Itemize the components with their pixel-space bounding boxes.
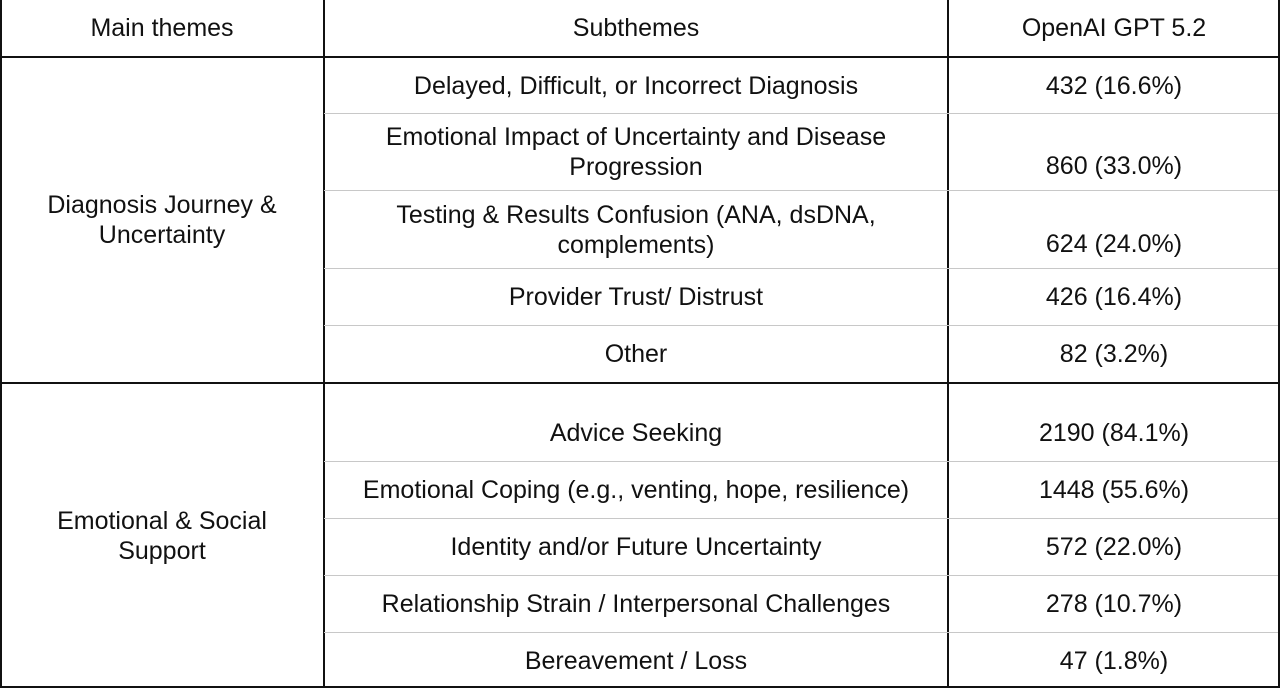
row-line-1	[324, 113, 1278, 114]
subtheme-advice-seeking: Advice Seeking	[549, 419, 723, 447]
value-advice-seeking: 2190 (84.1%)	[1038, 419, 1190, 447]
subtheme-provider-trust: Provider Trust/ Distrust	[508, 283, 764, 311]
group-separator-line	[0, 382, 1280, 384]
value-identity-uncertainty: 572 (22.0%)	[1045, 533, 1183, 561]
value-emotional-coping: 1448 (55.6%)	[1038, 476, 1190, 504]
row-line-7	[324, 575, 1278, 576]
row-line-5	[324, 461, 1278, 462]
subtheme-testing-confusion: Testing & Results Confusion (ANA, dsDNA, complements)	[396, 200, 876, 259]
value-relationship-strain: 278 (10.7%)	[1045, 590, 1183, 618]
row-line-4	[324, 325, 1278, 326]
row-line-6	[324, 518, 1278, 519]
header-main-themes: Main themes	[90, 14, 234, 42]
row-line-8	[324, 632, 1278, 633]
table-left-border	[0, 0, 2, 688]
header-model: OpenAI GPT 5.2	[1021, 14, 1207, 42]
main-theme-emotional-support: Emotional & Social Support	[57, 507, 267, 565]
value-delayed-diagnosis: 432 (16.6%)	[1045, 72, 1183, 100]
row-line-3	[324, 268, 1278, 269]
subtheme-relationship-strain: Relationship Strain / Interpersonal Challenges	[381, 590, 891, 618]
subtheme-identity-uncertainty: Identity and/or Future Uncertainty	[450, 533, 822, 561]
row-line-2	[324, 190, 1278, 191]
table-divider-1	[323, 0, 325, 688]
subtheme-bereavement: Bereavement / Loss	[524, 646, 748, 675]
value-other: 82 (3.2%)	[1059, 340, 1169, 368]
value-bereavement: 47 (1.8%)	[1059, 646, 1169, 675]
header-bottom-line	[0, 56, 1280, 58]
header-subthemes: Subthemes	[572, 14, 700, 42]
subtheme-other: Other	[604, 340, 668, 368]
main-theme-diagnosis: Diagnosis Journey & Uncertainty	[47, 191, 277, 249]
table-divider-2	[947, 0, 949, 688]
value-testing-confusion: 624 (24.0%)	[1045, 230, 1183, 258]
value-emotional-impact: 860 (33.0%)	[1045, 152, 1183, 180]
subtheme-delayed-diagnosis: Delayed, Difficult, or Incorrect Diagnosis	[413, 72, 859, 100]
value-provider-trust: 426 (16.4%)	[1045, 283, 1183, 311]
subtheme-emotional-impact: Emotional Impact of Uncertainty and Disease Progression	[385, 123, 887, 181]
subtheme-emotional-coping: Emotional Coping (e.g., venting, hope, resilience)	[362, 476, 910, 504]
